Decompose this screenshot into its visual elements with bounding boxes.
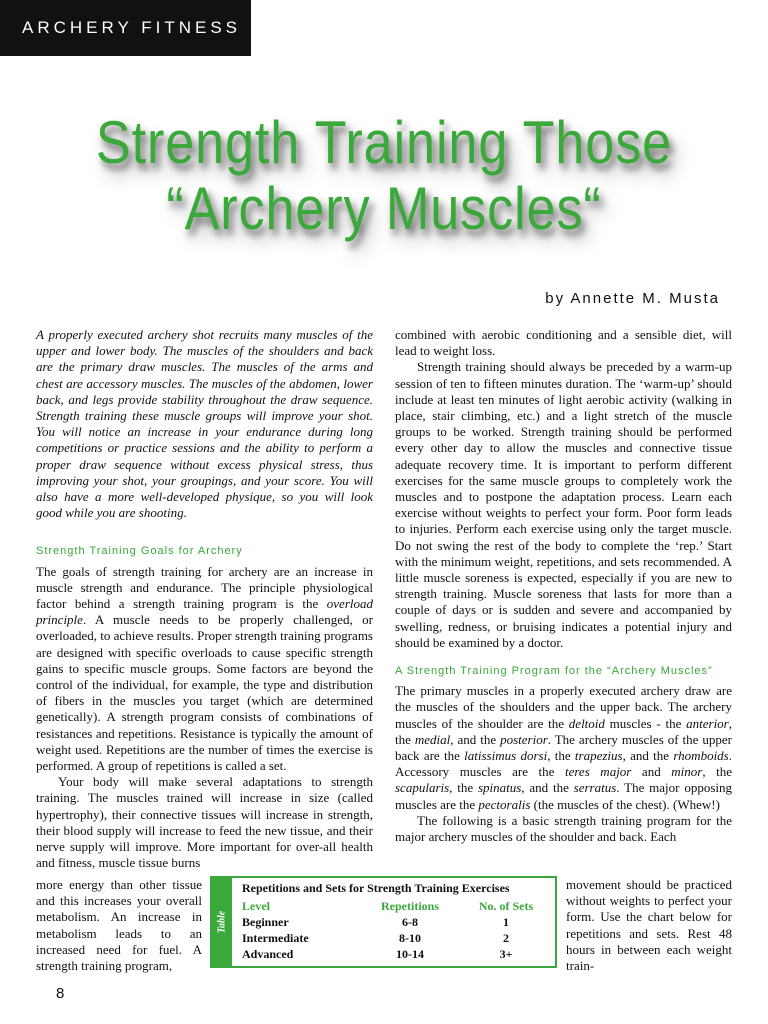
- table-row: [242, 914, 552, 930]
- text-run: , the: [702, 764, 732, 780]
- goals-paragraph-2: Your body will make several adaptations to strength training. The muscles trained will increase in size (called hypertrophy), their connective tissues will increase in strength, their blood supply will increase to feed the new tissue, and their nerve supply will improve. More important for over-all health and fitness, muscle tissue burns: [36, 774, 373, 871]
- emphasis-term: minor: [671, 764, 703, 780]
- emphasis-term: pectoralis: [478, 796, 531, 812]
- table-cell: Intermediate: [242, 931, 309, 945]
- emphasis-term: anterior: [686, 715, 729, 731]
- program-paragraph-continued: movement should be practiced without weights to perfect your form. Use the chart below for repetitions and sets. Rest 48 hours in between each weight train-: [566, 877, 732, 974]
- table-cell: Advanced: [242, 947, 294, 961]
- text-run: (the muscles of the chest). (Whew!): [530, 796, 720, 812]
- table-header-cell: Level: [242, 899, 270, 913]
- emphasis-term: deltoid: [568, 715, 605, 731]
- text-run: . The major opposing muscles are the: [395, 780, 732, 812]
- table-header-cell: Repetitions: [381, 899, 439, 913]
- table-header-cell: No. of Sets: [478, 899, 534, 913]
- repetitions-table: [210, 876, 557, 968]
- table-cell: 2: [503, 931, 509, 945]
- text-run: , the: [449, 780, 478, 796]
- table-cell: Beginner: [242, 915, 289, 929]
- emphasis-term: spinatus: [477, 780, 522, 796]
- table-cell: 8-10: [399, 931, 421, 945]
- emphasis-term: scapularis: [395, 780, 450, 796]
- right-wrap-text: [566, 877, 732, 974]
- left-wrap-text: [36, 877, 202, 974]
- section-heading-program: A Strength Training Program for the “Archery Muscles”: [395, 665, 713, 678]
- page-number: 8: [56, 985, 65, 1002]
- headline-line-2: “Archery Muscles“: [166, 175, 602, 242]
- warmup-paragraph: Strength training should always be preceded by a warm-up session of ten to fifteen minutes duration. The ‘warm-up’ should include at least ten minutes of light aerobic activity (walking in place, stair climbing, etc.) and a light stretch of the muscle groups to be worked. Strength training should be performed every other day to allow the muscles and connective tissue adequate recovery time. It is important to perform different exercises for the same muscle groups to completely work the muscles and to postpone the adaptation process. Learn each exercise without weights to perfect your form. Poor form leads to injuries. Perform each exercise using only the target muscle. Do not swing the rest of the body to complete the ‘rep.’ Start with the minimum weight, repetitions, and sets recommended. A little muscle soreness is expected, especially if you are new to strength training. Muscle soreness that lasts for more than a couple of days or is sudden and severe and accompanied by swelling, redness, or bruising indicates a potential injury and should be examined by a doctor.: [395, 359, 732, 650]
- table-cell: 3+: [499, 947, 513, 961]
- byline: by Annette M. Musta: [545, 290, 720, 307]
- text-run: and: [631, 764, 672, 780]
- emphasis-term: medial: [414, 731, 451, 747]
- table-header-row: [242, 898, 552, 914]
- muscles-paragraph: [395, 683, 732, 813]
- table-row: [242, 946, 552, 962]
- table-cell: 6-8: [402, 915, 418, 929]
- article-headline: [50, 110, 718, 242]
- text-run: muscles - the: [604, 715, 687, 731]
- intro-paragraph: A properly executed archery shot recruits many muscles of the upper and lower body. The muscles of the shoulders and back are the primary draw muscles. The muscles of the arms and chest are accessory muscles. The muscles of the abdomen, lower back, and legs provide stability throughout the draw sequence. Strength training these muscle groups will improve your shot. You will notice an increase in your endurance during long competitions or practice sessions and the ability to perform a proper draw sequence without excess physical stress, thus improving your shot, your groupings, and your score. You will also have a more well-developed physique, so you will look good while you are shooting.: [36, 327, 373, 521]
- text-run: The goals of strength training for archery are an increase in muscle strength and endurance. The principle physiological factor behind a strength training program is the: [36, 563, 373, 612]
- table-tag-label: Table: [216, 910, 228, 934]
- text-run: , and the: [450, 731, 501, 747]
- right-column: [395, 327, 732, 845]
- section-heading-goals: Strength Training Goals for Archery: [36, 545, 243, 558]
- emphasis-term: teres major: [564, 764, 632, 780]
- emphasis-term: trapezius: [574, 748, 623, 764]
- table-tag: [212, 878, 232, 966]
- text-run: . Accessory muscles are the: [395, 748, 732, 780]
- text-run: . A muscle needs to be properly challenged, or overloaded, to achieve results. Proper strength training programs are designed with specific overloads to cause specific strength gains to specific muscle groups. Some factors are beyond the control of the individual, for example, the type and distribution of fibers in the muscles you target (which are determined genetically). A strength program consists of combinations of resistances and repetitions. Resistance is typically the amount of weight used. Repetitions are the number of times the exercise is performed. A group of repetitions is called a set.: [36, 612, 373, 774]
- program-paragraph: The following is a basic strength training program for the major archery muscles of the shoulder and back. Each: [395, 812, 732, 845]
- table-row: [242, 930, 552, 946]
- table-grid: [242, 898, 552, 962]
- text-run: , and the: [622, 748, 674, 764]
- headline-line-1: Strength Training Those: [95, 109, 673, 176]
- emphasis-term: latissimus dorsi: [464, 748, 548, 764]
- table-cell: 10-14: [396, 947, 424, 961]
- text-run: . The archery muscles of the upper back are the: [395, 731, 732, 764]
- emphasis-term: serratus: [573, 780, 617, 796]
- table-caption: Repetitions and Sets for Strength Training Exercises: [242, 881, 510, 895]
- emphasis-term: posterior: [500, 731, 548, 747]
- text-run: , the: [395, 715, 732, 747]
- goals-paragraph-1: [36, 564, 373, 775]
- text-run: , the: [547, 748, 575, 764]
- emphasis-term: overload principle: [36, 596, 373, 628]
- goals-paragraph-2-continued: more energy than other tissue and this increases your overall metabolism. An increase in metabolism leads to an increased need for fuel. A strength training program,: [36, 877, 202, 974]
- table-cell: 1: [503, 915, 509, 929]
- text-run: , and the: [521, 780, 574, 796]
- section-label: ARCHERY FITNESS: [0, 0, 251, 56]
- emphasis-term: rhomboids: [673, 748, 729, 764]
- text-run: The primary muscles in a properly executed archery draw are the muscles of the shoulders and the upper back. The archery muscles of the shoulder are the: [395, 683, 732, 731]
- left-column: [36, 327, 373, 872]
- diet-paragraph: combined with aerobic conditioning and a sensible diet, will lead to weight loss.: [395, 327, 732, 359]
